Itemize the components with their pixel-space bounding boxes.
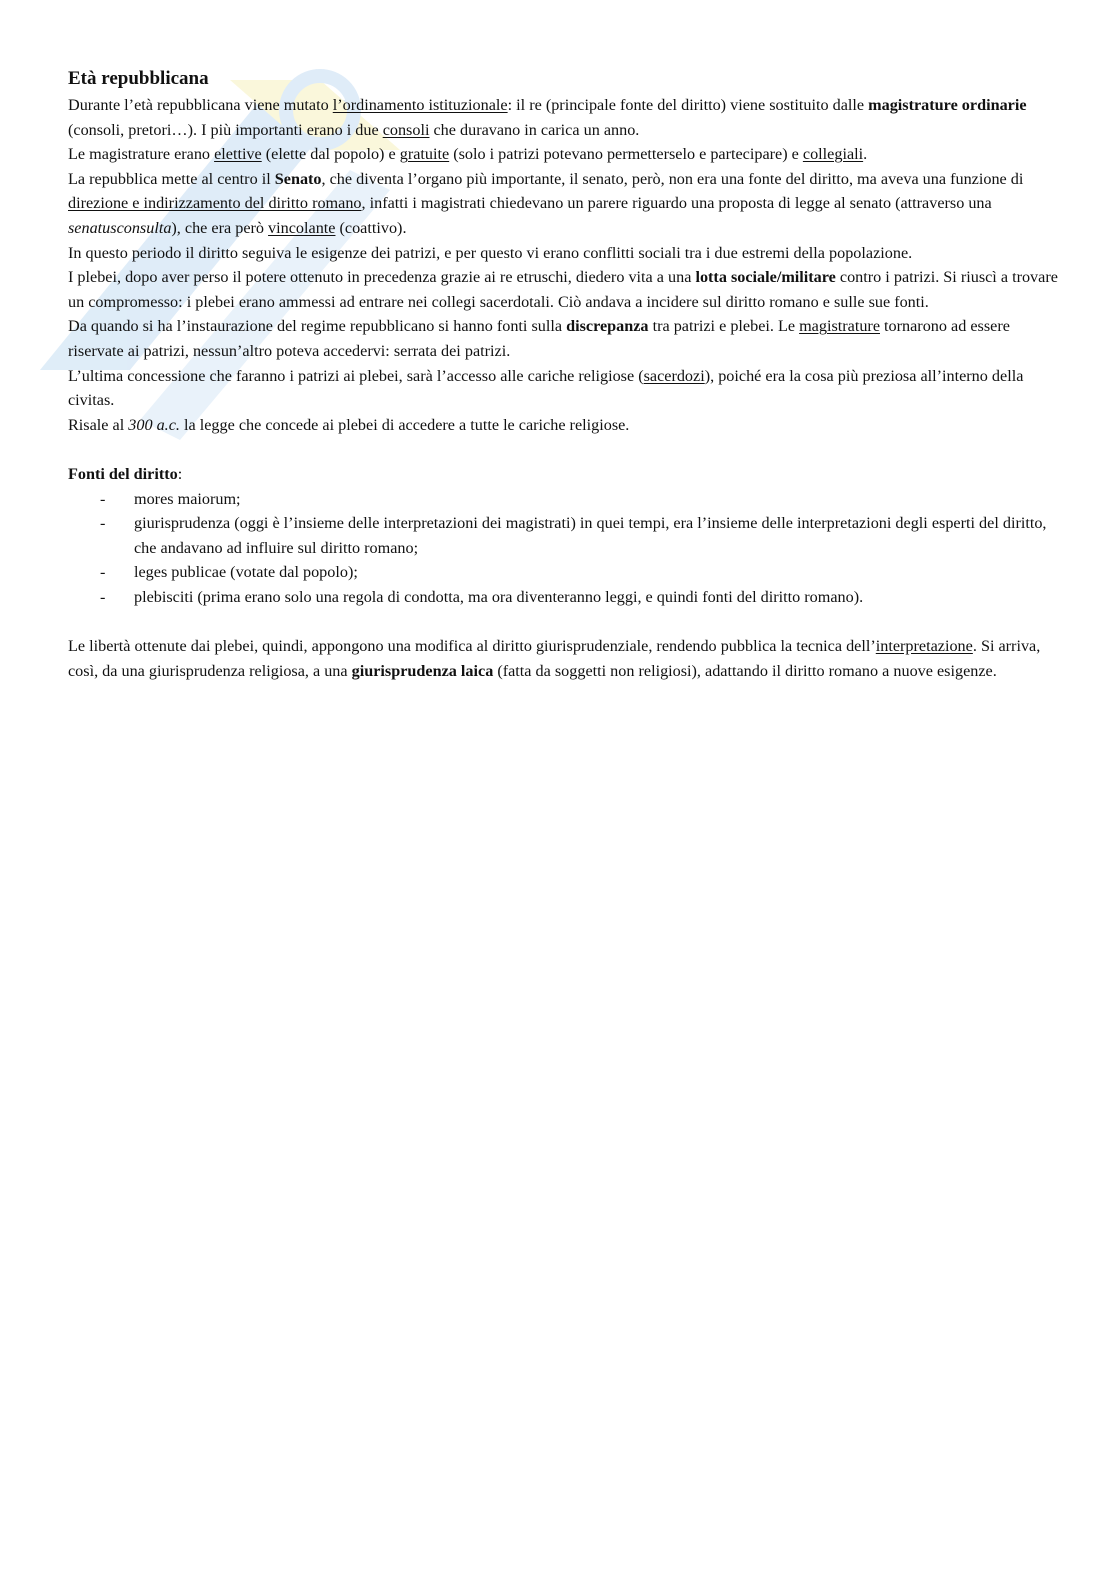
paragraph-senato — [68, 167, 1058, 241]
spacer — [68, 609, 1058, 634]
text: . — [863, 145, 868, 164]
list-item — [68, 487, 1058, 512]
dash-bullet: - — [100, 489, 106, 508]
dash-bullet: - — [100, 587, 106, 606]
list-item-text: giurisprudenza (oggi è l’insieme delle interpretazioni dei magistrati) in quei tempi, era l’insieme delle interpretazioni degli esperti del diritto, che andavano ad influire sul diritto romano; — [134, 514, 1047, 557]
underlined-term: l’ordinamento istituzionale — [332, 96, 508, 114]
underlined-term: vincolante — [268, 218, 336, 237]
list-item — [68, 560, 1058, 585]
fonti-heading — [68, 462, 1058, 487]
text: (elette dal popolo) e — [261, 145, 400, 164]
text: , infatti i magistrati chiedevano un parere riguardo una proposta di legge al senato (attraverso una — [361, 194, 992, 213]
spacer — [68, 437, 1058, 462]
paragraph-ordinamento — [68, 93, 1058, 142]
dash-bullet: - — [100, 514, 106, 533]
underlined-term: gratuite — [399, 145, 450, 164]
text: Durante l’età repubblicana viene mutato — [68, 96, 333, 114]
paragraph-concessione — [68, 364, 1058, 413]
text: La repubblica mette al centro il — [68, 169, 275, 188]
text: ), che era però — [171, 218, 269, 237]
paragraph-legge — [68, 413, 1058, 438]
underlined-term: interpretazione — [875, 637, 973, 656]
list-item-text: leges publicae (votate dal popolo); — [134, 563, 358, 582]
fonti-list — [68, 487, 1058, 610]
bold-term: giurisprudenza laica — [351, 661, 494, 680]
underlined-term: magistrature — [799, 317, 880, 336]
bold-term: Senato — [274, 169, 322, 188]
text: Da quando si ha l’instaurazione del regime repubblicano si hanno fonti sulla — [68, 317, 567, 336]
list-item-text: plebisciti (prima erano solo una regola di condotta, ma ora diventeranno leggi, e quindi fonti del diritto romano). — [134, 587, 864, 606]
bold-term: magistrature ordinarie — [868, 96, 1027, 114]
bold-term: lotta sociale/militare — [695, 268, 836, 287]
fonti-heading-text: Fonti del diritto — [68, 464, 178, 483]
paragraph-plebei — [68, 265, 1058, 314]
text: . Si arriva, così, da una giurisprudenza religiosa, a una — [68, 637, 1041, 680]
text: (coattivo). — [335, 218, 407, 237]
italic-term: 300 a.c. — [128, 415, 180, 434]
text: tra patrizi e plebei. Le — [648, 317, 800, 336]
text: Risale al — [68, 415, 129, 434]
bold-term: discrepanza — [566, 317, 649, 336]
underlined-term: collegiali — [802, 145, 864, 164]
text: che duravano in carica un anno. — [429, 120, 640, 139]
fonti-heading-colon: : — [177, 464, 183, 483]
italic-term: senatusconsulta — [68, 218, 172, 237]
text: Le libertà ottenute dai plebei, quindi, appongono una modifica al diritto giurisprudenziale, rendendo pubblica la tecnica dell’ — [68, 637, 876, 656]
section-title: Età repubblicana — [68, 68, 209, 89]
list-item-text: mores maiorum; — [134, 489, 241, 508]
paragraph-esigenze: In questo periodo il diritto seguiva le esigenze dei patrizi, e per questo vi erano conflitti sociali tra i due estremi della popolazione. — [68, 243, 913, 262]
text: L’ultima concessione che faranno i patrizi ai plebei, sarà l’accesso alle cariche religiose ( — [68, 366, 644, 385]
list-item — [68, 585, 1058, 610]
text: , che diventa l’organo più importante, il senato, però, non era una fonte del diritto, ma aveva una funzione di — [321, 169, 1024, 188]
underlined-term: sacerdozi — [643, 366, 705, 385]
paragraph-discrepanza — [68, 314, 1058, 363]
text: (solo i patrizi potevano permetterselo e partecipare) e — [449, 145, 803, 164]
text: ), poiché era la cosa più preziosa all’interno della civitas. — [68, 366, 1024, 410]
underlined-term: elettive — [214, 145, 262, 164]
text: : il re (principale fonte del diritto) viene sostituito dalle — [507, 96, 869, 114]
paragraph-conclusione — [68, 634, 1058, 683]
text: contro i patrizi. Si riuscì a trovare un compromesso: i plebei erano ammessi ad entrare nei collegi sacerdotali. Ciò andava a incidere sul diritto romano e sulle sue fonti. — [68, 268, 1058, 311]
text: I plebei, dopo aver perso il potere ottenuto in precedenza grazie ai re etruschi, diedero vita a una — [68, 268, 696, 287]
underlined-term: consoli — [382, 120, 430, 139]
text: Le magistrature erano — [68, 145, 215, 164]
text: tornarono ad essere riservate ai patrizi, nessun’altro poteva accedervi: serrata dei patrizi. — [68, 317, 1010, 360]
paragraph-magistrature — [68, 142, 1058, 167]
list-item — [68, 511, 1058, 560]
text: (consoli, pretori…). I più importanti erano i due — [68, 120, 383, 139]
document-page — [68, 66, 1058, 683]
underlined-term: direzione e indirizzamento del diritto romano — [68, 194, 362, 213]
dash-bullet: - — [100, 563, 106, 582]
text: (fatta da soggetti non religiosi), adattando il diritto romano a nuove esigenze. — [493, 661, 997, 680]
text: la legge che concede ai plebei di accedere a tutte le cariche religiose. — [179, 415, 630, 434]
